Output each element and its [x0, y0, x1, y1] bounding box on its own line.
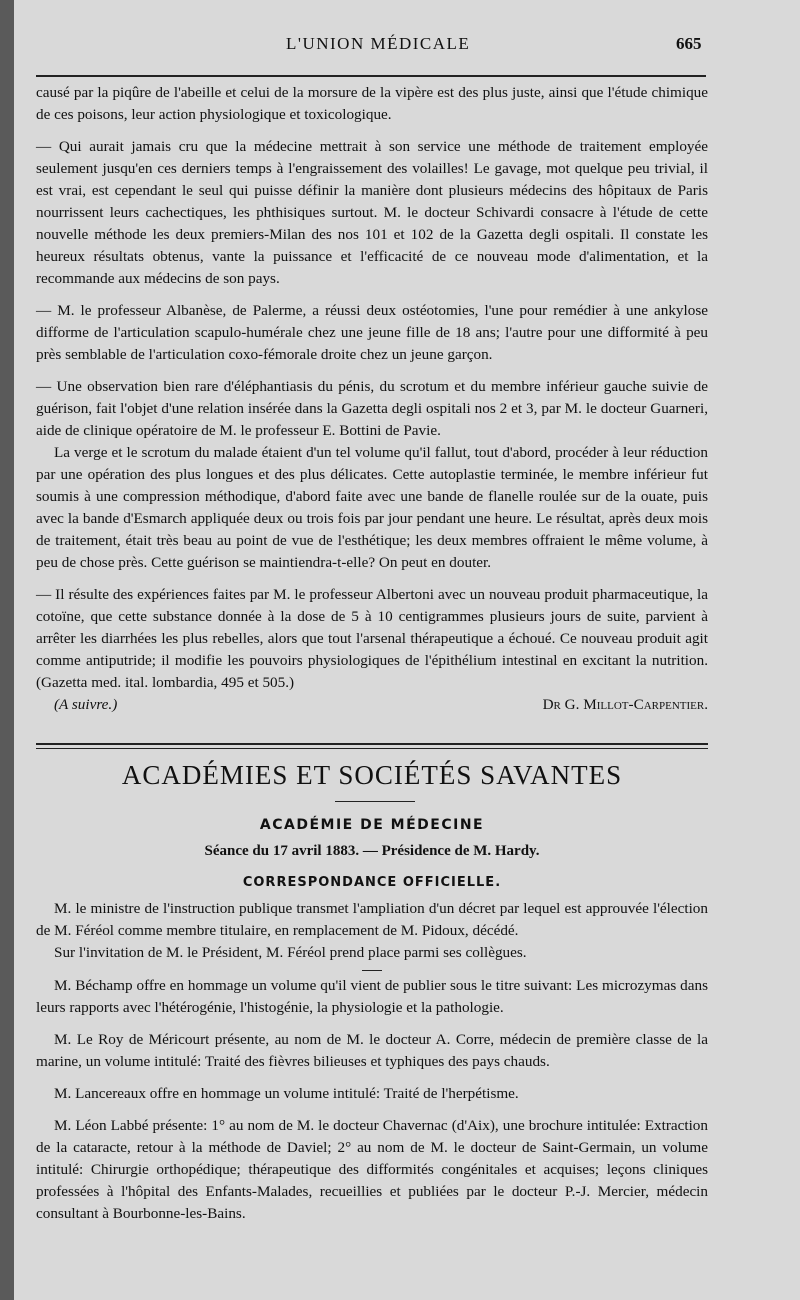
- paragraph: M. Lancereaux offre en hommage un volume intitulé: Traité de l'herpétisme.: [54, 1085, 519, 1102]
- page-header: [14, 34, 800, 64]
- section-divider: [36, 743, 708, 749]
- running-title: L'UNION MÉDICALE: [286, 34, 471, 53]
- paragraph: causé par la piqûre de l'abeille et celui de la morsure de la vipère est des plus juste, ainsi que l'étude chimique de ces poisons, leur action physiologique et toxicologique.: [36, 84, 708, 123]
- to-be-continued: (A suivre.): [54, 696, 118, 713]
- section-title: ACADÉMIES ET SOCIÉTÉS SAVANTES: [121, 760, 623, 790]
- paragraph: Sur l'invitation de M. le Président, M. Féréol prend place parmi ses collègues.: [54, 944, 527, 961]
- paragraph: M. Béchamp offre en hommage un volume qu'il vient de publier sous le titre suivant: Les microzymas dans leurs rapports avec l'hétérogénie, l'histogénie, la physiologie et la pathologie.: [36, 977, 708, 1016]
- article-body: [36, 82, 708, 716]
- paragraph: M. Le Roy de Méricourt présente, au nom de M. le docteur A. Corre, médecin de première classe de la marine, un volume intitulé: Traité des fièvres bilieuses et typhiques des pays chauds.: [36, 1031, 708, 1070]
- paragraph: — Qui aurait jamais cru que la médecine mettrait à son service une méthode de traitement employée seulement jusqu'en ces derniers temps à l'engraissement des volailles! Le gavage, mot quelque peu trivial, il est vrai, est cependant le seul qui puisse définir la manière dont plusieurs médecins des hôpitaux de Paris nourrissent leurs cachectiques, les phthisiques surtout. M. le docteur Schivardi consacre à l'étude de cette nouvelle méthode les deux premiers-Milan des nos 101 et 102 de la Gazetta degli ospitali. Il constate les heureux résultats obtenus, vante la puissance et l'efficacité de ce nouveau mode d'alimentation, et la recommande aux médecins de son pays.: [36, 138, 708, 287]
- paragraph: M. le ministre de l'instruction publique transmet l'ampliation d'un décret par lequel est approuvée l'élection de M. Féréol comme membre titulaire, en remplacement de M. Pidoux, décédé.: [36, 900, 708, 939]
- academy-body: [36, 898, 708, 1225]
- header-rule: [36, 75, 706, 77]
- paragraph: M. Léon Labbé présente: 1° au nom de M. le docteur Chavernac (d'Aix), une brochure intitulée: Extraction de la cataracte, retour à la méthode de Daviel; 2° au nom de M. le docteur de Saint-Germain, un volume intitulé: Chirurgie orthopédique; thérapeutique des difformités congénitales et acquises; leçons cliniques professées à l'hôpital des Enfants-Malades, recueillies et publiées par le docteur P.-J. Mercier, médecin consultant à Bourbonne-les-Bains.: [36, 1117, 708, 1222]
- academy-heading: ACADÉMIE DE MÉDECINE: [259, 817, 485, 833]
- signature-row: [36, 694, 708, 716]
- title-underline: [335, 801, 415, 802]
- session-line: Séance du 17 avril 1883. — Présidence de M. Hardy.: [204, 843, 540, 859]
- paragraph: — Une observation bien rare d'éléphantiasis du pénis, du scrotum et du membre inférieur gauche suivie de guérison, fait l'objet d'une relation insérée dans la Gazetta degli ospitali nos 2 et 3, par M. le docteur Guarneri, aide de clinique opératoire de M. le professeur E. Bottini de Pavie.: [36, 378, 708, 439]
- correspondence-heading: CORRESPONDANCE OFFICIELLE.: [242, 875, 502, 890]
- paragraph: — M. le professeur Albanèse, de Palerme, a réussi deux ostéotomies, l'une pour remédier à une ankylose difforme de l'articulation scapulo-humérale chez une jeune fille de 18 ans; l'autre pour une difformité à peu près semblable de l'articulation coxo-fémorale droite chez un jeune garçon.: [36, 302, 708, 363]
- paragraph: — Il résulte des expériences faites par M. le professeur Albertoni avec un nouveau produit pharmaceutique, la cotoïne, que cette substance donnée à la dose de 5 à 10 centigrammes plusieurs jours de suite, parvient à arrêter les diarrhées les plus rebelles, alors que tout l'arsenal thérapeutique a échoué. Ce nouveau produit agit comme antiputride; il modifie les pouvoirs physiologiques de l'épithélium intestinal en excitant la nutrition. (Gazetta med. ital. lombardia, 495 et 505.): [36, 586, 708, 691]
- separator: [362, 970, 382, 971]
- author-signature: Dr G. Millot-Carpentier.: [542, 696, 708, 713]
- paragraph: La verge et le scrotum du malade étaient d'un tel volume qu'il fallut, tout d'abord, procéder à leur réduction par une opération des plus longues et des plus délicates. Cette autoplastie terminée, le membre inférieur fut soumis à une compression méthodique, d'abord faite avec une bande de flanelle roulée sur de la ouate, puis avec la bande d'Esmarch appliquée deux ou trois fois par jour pendant une heure. Le résultat, après deux mois de traitement, était très beau au point de vue de l'esthétique; les deux membres offraient le même volume, à peu de chose près. Cette guérison se maintiendra-t-elle? On peut en douter.: [36, 444, 708, 571]
- page-number: 665: [676, 34, 702, 53]
